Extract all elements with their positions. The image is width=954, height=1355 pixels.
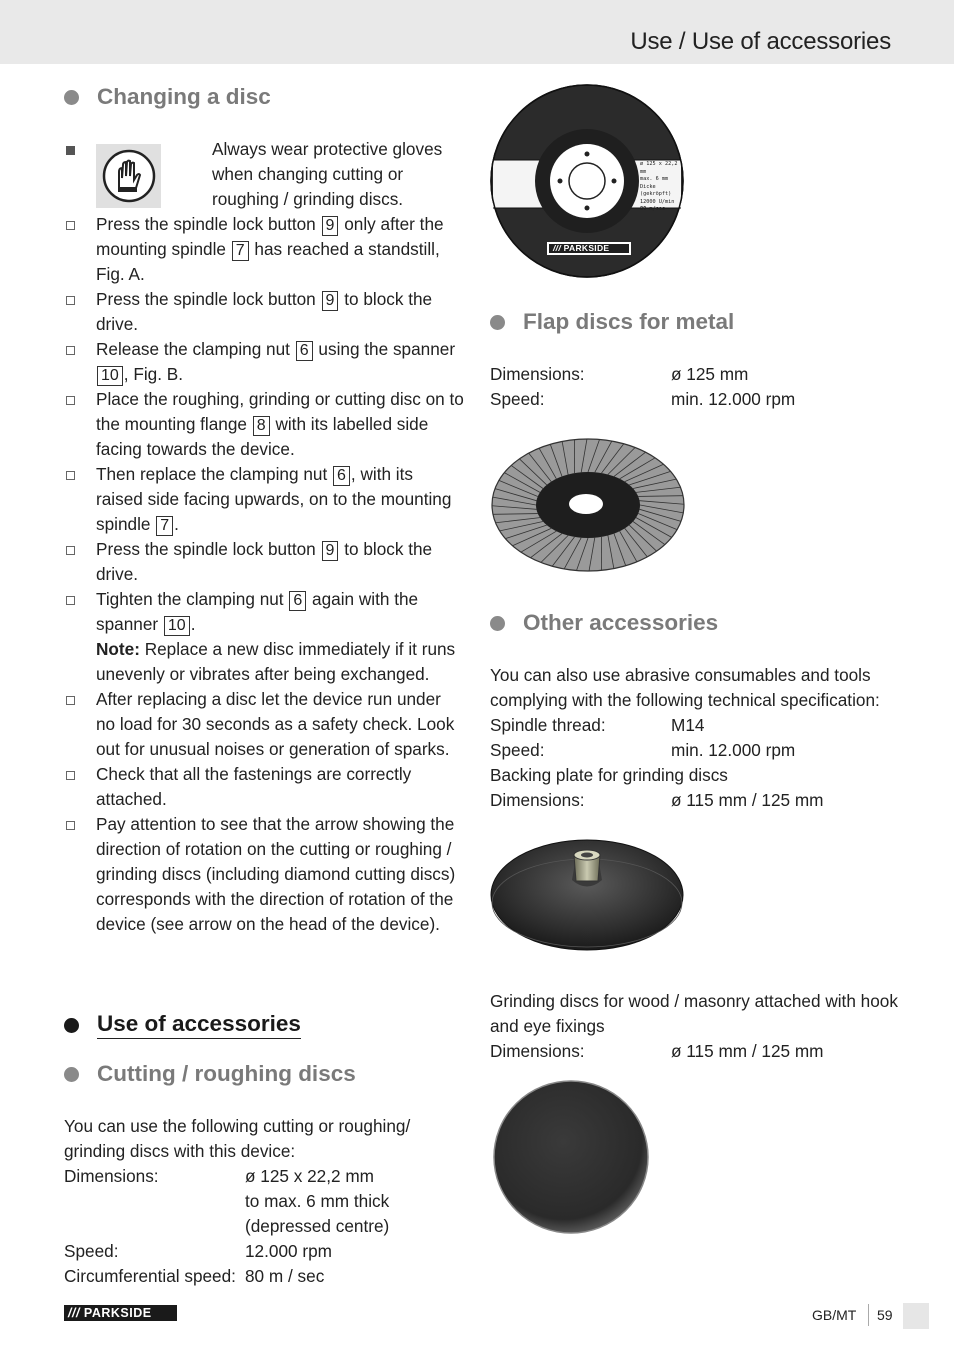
other-intro-text: You can also use abrasive consumables and tools complying with the following technical specification:	[490, 665, 880, 710]
list-item-step-6	[64, 537, 464, 587]
step-text: After replacing a disc let the device run under no load for 30 seconds as a safety check. Look out for unusual noises or generation of sparks.	[96, 689, 455, 759]
spec-label: Dimensions:	[64, 1166, 159, 1186]
spec-row-dimensions	[64, 1164, 464, 1189]
list-item-step-8	[64, 687, 464, 762]
list-item-step-9	[64, 762, 464, 812]
heading-text: Changing a disc	[97, 84, 271, 109]
step-text: to block the drive.	[96, 289, 433, 334]
spec-label: Speed:	[490, 389, 545, 409]
spec-label: Spindle thread:	[490, 715, 606, 735]
spec-value: 12.000 rpm	[245, 1241, 332, 1261]
section-flap-discs-heading	[490, 309, 734, 335]
step-text: .	[174, 514, 179, 534]
step-text: Release the clamping nut	[96, 339, 295, 359]
disc-label-line: max. 6 mm Dicke	[640, 176, 669, 190]
section-cutting-discs-heading	[64, 1061, 356, 1087]
heading-bullet-icon	[490, 616, 505, 631]
step-text: Then replace the clamping nut	[96, 464, 332, 484]
spec-value: ø 115 mm / 125 mm	[671, 790, 824, 810]
filled-bullet-icon	[66, 146, 75, 155]
part-number-badge: 6	[296, 341, 313, 361]
footer-divider	[868, 1304, 869, 1326]
section-changing-disc-heading	[64, 84, 271, 110]
wood-disc-specs	[490, 989, 910, 1064]
checkbox-bullet-icon	[66, 346, 75, 355]
step-text: Press the spindle lock button	[96, 214, 321, 234]
spec-row-circumferential-speed	[64, 1264, 464, 1289]
list-item-step-7	[64, 587, 464, 687]
heading-text: Other accessories	[523, 610, 719, 635]
disc-label-line: 80 m/sec	[640, 206, 665, 212]
spec-label: Speed:	[490, 740, 545, 760]
part-number-badge: 7	[156, 516, 173, 536]
spec-row-dimensions	[490, 362, 910, 387]
section-use-of-accessories-heading	[64, 1011, 301, 1039]
heading-text: Use of accessories	[97, 1011, 301, 1039]
checkbox-bullet-icon	[66, 471, 75, 480]
step-text: has reached a standstill, Fig. A.	[96, 239, 440, 284]
checkbox-bullet-icon	[66, 296, 75, 305]
step-text: only after the mounting spindle	[96, 214, 444, 259]
spec-row-dimensions	[490, 788, 910, 813]
disc-brand-logo: /// PARKSIDE	[553, 243, 610, 253]
wood-disc-text: Grinding discs for wood / masonry attached with hook and eye fixings	[490, 991, 898, 1036]
spec-value: ø 125 mm	[671, 364, 749, 384]
spec-value: min. 12.000 rpm	[671, 389, 796, 409]
other-specs	[490, 663, 910, 813]
heading-text: Flap discs for metal	[523, 309, 735, 334]
step-text: Press the spindle lock button	[96, 289, 321, 309]
checkbox-bullet-icon	[66, 546, 75, 555]
step-text: , Fig. B.	[123, 364, 184, 384]
step-text: .	[190, 614, 196, 634]
cutting-disc-image	[490, 84, 684, 278]
note-label: Note:	[96, 639, 140, 659]
heading-text: Cutting / roughing discs	[97, 1061, 356, 1086]
heading-bullet-icon	[490, 315, 505, 330]
changing-steps-list	[64, 137, 464, 937]
list-item-step-4	[64, 387, 464, 462]
checkbox-bullet-icon	[66, 771, 75, 780]
gloves-warning-text: Always wear protective gloves when changing cutting or roughing / grinding discs.	[212, 139, 443, 209]
flap-disc-image	[490, 433, 686, 573]
checkbox-bullet-icon	[66, 221, 75, 230]
spec-value: M14	[671, 715, 705, 735]
footer-page-tab	[903, 1303, 929, 1329]
step-text: Press the spindle lock button	[96, 539, 321, 559]
list-item-step-5	[64, 462, 464, 537]
spec-row-speed	[490, 738, 910, 763]
footer-page-number: 59	[877, 1307, 893, 1323]
checkbox-bullet-icon	[66, 696, 75, 705]
spec-value: 80 m / sec	[245, 1266, 325, 1286]
list-item-step-3	[64, 337, 464, 387]
section-other-accessories-heading	[490, 610, 718, 636]
checkbox-bullet-icon	[66, 821, 75, 830]
spec-label: Dimensions:	[490, 1041, 585, 1061]
step-text: Check that all the fastenings are correctly attached.	[96, 764, 412, 809]
step-text: , with its raised side facing upwards, on to the mounting spindle	[96, 464, 452, 534]
backing-plate-text: Backing plate for grinding discs	[490, 765, 728, 785]
part-number-badge: 10	[164, 616, 190, 636]
part-number-badge: 6	[289, 591, 306, 611]
step-text: again with the spanner	[96, 589, 419, 634]
heading-bullet-icon	[64, 1018, 79, 1033]
spec-value: ø 125 x 22,2 mm	[245, 1166, 374, 1186]
list-item-step-10	[64, 812, 464, 937]
flap-specs	[490, 362, 910, 412]
step-text: with its labelled side facing towards the device.	[96, 414, 429, 459]
cutting-intro-text: You can use the following cutting or roughing/ grinding discs with this device:	[64, 1116, 411, 1161]
spec-label: Speed:	[64, 1241, 119, 1261]
part-number-badge: 7	[232, 241, 249, 261]
step-text: Pay attention to see that the arrow showing the direction of rotation on the cutting or roughing / grinding discs (including diamond cutting discs) corresponds with the direction of rotation of the device (see arrow on the head of the device).	[96, 814, 456, 934]
footer-region: GB/MT	[812, 1307, 857, 1323]
list-item-step-1	[64, 212, 464, 287]
spec-label: Dimensions:	[490, 790, 585, 810]
spec-label: Dimensions:	[490, 364, 585, 384]
heading-bullet-icon	[64, 1067, 79, 1082]
step-text: Place the roughing, grinding or cutting disc on to the mounting flange	[96, 389, 464, 434]
spec-row-dimensions	[490, 1039, 910, 1064]
part-number-badge: 8	[253, 416, 270, 436]
spec-value: to max. 6 mm thick	[245, 1191, 390, 1211]
disc-label-text	[640, 161, 684, 214]
part-number-badge: 9	[322, 541, 339, 561]
spec-value: min. 12.000 rpm	[671, 740, 796, 760]
checkbox-bullet-icon	[66, 396, 75, 405]
part-number-badge: 10	[97, 366, 123, 386]
spec-row-speed	[490, 387, 910, 412]
disc-brand-text: PARKSIDE	[563, 243, 610, 253]
cutting-specs	[64, 1114, 464, 1289]
part-number-badge: 9	[322, 216, 339, 236]
note-text: Replace a new disc immediately if it runs unevenly or vibrates after being exchanged.	[96, 639, 456, 684]
footer-brand-text: PARKSIDE	[83, 1306, 152, 1320]
step-text: using the spanner	[313, 339, 456, 359]
spec-value: (depressed centre)	[245, 1216, 390, 1236]
part-number-badge: 9	[322, 291, 339, 311]
backing-plate-image	[490, 835, 686, 953]
part-number-badge: 6	[333, 466, 350, 486]
grinding-disc-image	[492, 1079, 650, 1235]
disc-label-line: (gekröpft)	[640, 191, 672, 197]
spec-row-thread	[490, 713, 910, 738]
spec-value: ø 115 mm / 125 mm	[671, 1041, 824, 1061]
disc-label-line: ø 125 x 22,2 mm	[640, 161, 678, 175]
footer-brand-logo: /// PARKSIDE	[64, 1305, 177, 1321]
spec-label: Circumferential speed:	[64, 1266, 236, 1286]
list-item-step-2	[64, 287, 464, 337]
checkbox-bullet-icon	[66, 596, 75, 605]
step-text: to block the drive.	[96, 539, 433, 584]
page-title: Use / Use of accessories	[630, 28, 891, 55]
disc-label-line: 12000 U/min	[640, 198, 675, 205]
heading-bullet-icon	[64, 90, 79, 105]
list-item-gloves	[64, 137, 464, 212]
step-text: Tighten the clamping nut	[96, 589, 289, 609]
gloves-icon	[96, 144, 161, 208]
spec-row-speed	[64, 1239, 464, 1264]
